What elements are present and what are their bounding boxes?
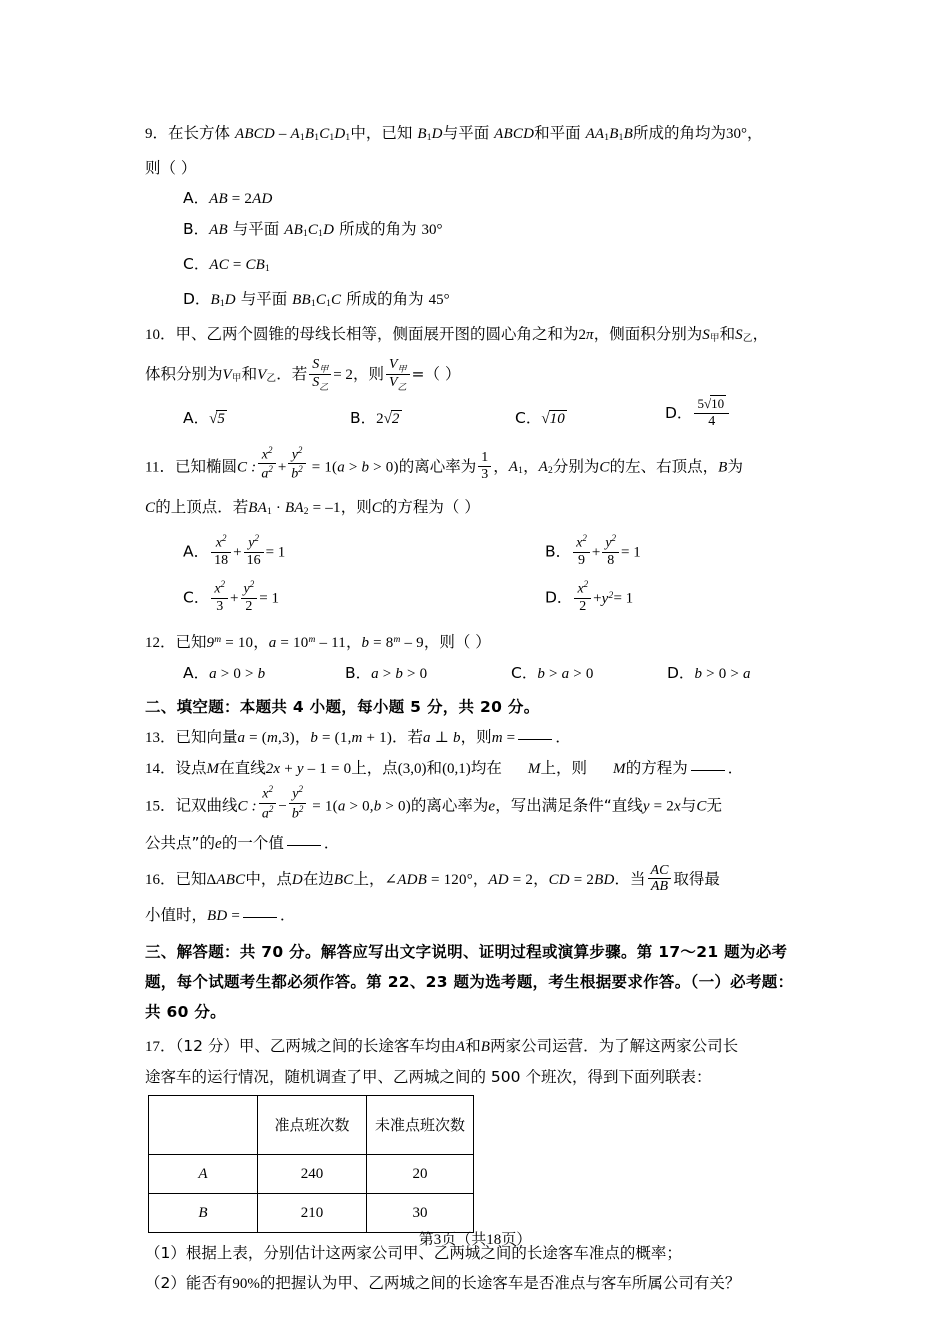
q11-stem-e: 分别为 [552, 457, 600, 476]
q11-frac-y: $\frac{y^2}{b^2}$ [288, 445, 306, 483]
q9-number: 9 [145, 126, 153, 142]
q16-stem-b: 中，点 [245, 869, 292, 888]
q15-stem2-a: 公共点”的 [145, 833, 216, 852]
q9-math-1: ABCD – $A_1B_1C_1D_1$ [234, 126, 351, 143]
table-row-label-b: B [149, 1193, 258, 1232]
q16-math-4: ∠ADB = 120° [384, 871, 473, 888]
q14-stem-h: ． [727, 761, 743, 778]
question-16-stem-line-2 [145, 900, 825, 931]
q16-stem-f: ， [533, 869, 549, 888]
q15-answer-blank[interactable] [287, 845, 321, 846]
table-row [149, 1193, 474, 1232]
q10-eq-1: = 2 [333, 367, 353, 383]
q13-stem-a: ．已知向量 [160, 728, 238, 747]
q15-stem2-b: 的一个值 [221, 833, 284, 852]
q10-option-a[interactable] [183, 403, 227, 434]
question-10-stem-line-1 [145, 319, 825, 354]
q17-sub2-percent: 90% [232, 1275, 260, 1292]
q13-math-1: a = (m,3) [237, 730, 295, 747]
q12-option-a-text: a > 0 > b [209, 666, 266, 683]
q9-stem-b: 中，已知 [350, 124, 413, 142]
question-11-options-row-1 [145, 533, 825, 579]
q9-option-d-math-2: $BB_1C_1C$ [292, 292, 342, 309]
q11-option-a-frac-1: $\frac{x^2}{18}$ [211, 533, 231, 568]
q15-stem-c: 的离心率为 [410, 796, 489, 815]
q11-A2: $A_2$ [538, 459, 553, 477]
q16-math-7: BD = [207, 907, 241, 924]
question-9-stem-line-2: 则（ ） [145, 159, 197, 177]
q16-math-1: ΔABC [206, 871, 246, 888]
q11-stem2-a: C [145, 500, 156, 517]
q12-math-2: $a = 10^m - 11$ [268, 635, 346, 652]
q9-stem-e: 所成的角均为 [632, 124, 726, 142]
table-header-late: 未准点班次数 [367, 1095, 474, 1154]
q11-option-a[interactable]: A． $\frac{x^2}{18}$ + $\frac{y^2}{16}$ = 1 [183, 533, 286, 568]
q10-option-b-value: 2√2 [376, 411, 400, 427]
q14-math-4: (0,1) [442, 761, 471, 778]
q10-number: 10 [145, 327, 160, 343]
q9-option-c-label: C． [183, 255, 210, 273]
q16-fraction: $\frac{AC}{AB}$ [648, 863, 672, 895]
q10-option-b-label: B． [350, 409, 377, 427]
q11-option-c-label: C． [183, 588, 210, 607]
q16-stem-c: 在边 [302, 869, 334, 888]
q11-stem2-e: 的方程为（ ） [381, 498, 480, 517]
q9-option-b-label: B． [183, 220, 210, 238]
question-11-stem-line-2 [145, 492, 825, 527]
question-9 [145, 118, 825, 319]
q13-stem-e: ． [555, 730, 571, 747]
q9-option-c-text: AC = $CB_1$ [209, 257, 270, 274]
question-12 [145, 625, 825, 690]
table-corner-cell [149, 1095, 258, 1154]
q13-stem-b: ， [294, 728, 311, 747]
q9-stem-d: 和平面 [534, 124, 581, 142]
q12-option-b-text: a > b > 0 [371, 666, 428, 683]
q11-stem-h: B [718, 459, 728, 476]
q14-stem-f: 上，则 [540, 759, 588, 778]
q10-math-5: $V_乙$ [257, 367, 277, 384]
q10-fraction-1: $\frac{S_甲}{S_乙}$ [309, 357, 331, 392]
q10-fraction-2: $\frac{V_甲}{V_乙}$ [386, 357, 410, 392]
q17-number: 17 [145, 1038, 160, 1055]
q12-option-c[interactable] [511, 658, 594, 689]
q9-option-a[interactable] [183, 183, 825, 214]
q10-option-d-value: $\frac{5√10}{4}$ [694, 397, 729, 429]
q15-stem2-e: e [215, 835, 222, 852]
q10-math-1: 2π [578, 327, 594, 343]
q11-stem2-d: C [371, 500, 382, 517]
q12-option-b[interactable] [345, 658, 427, 689]
q12-math-3: $b = 8^m - 9$ [361, 635, 424, 652]
question-9-stem-line-1 [145, 118, 825, 153]
q15-minus: − [278, 798, 287, 815]
table-row [149, 1154, 474, 1193]
q17-company-A: A [455, 1038, 466, 1055]
q15-curve-label: C : [237, 798, 257, 815]
question-14 [145, 753, 825, 784]
contingency-table [148, 1095, 474, 1233]
q15-math-line: y = 2x [642, 798, 681, 815]
question-17-sub-1: （1）根据上表，分别估计这两家公司甲、乙两城之间的长途客车准点的概率； [145, 1243, 682, 1262]
section-two-heading: 二、填空题：本题共 4 小题，每小题 5 分，共 20 分。 [145, 698, 540, 717]
q12-option-d-label: D． [667, 664, 695, 683]
q14-stem-e: 均在 [470, 759, 502, 778]
q15-frac-x: $\frac{x^2}{a^2}$ [259, 784, 277, 822]
q9-stem-c: 与平面 [442, 124, 490, 142]
q11-option-a-label: A． [183, 542, 210, 561]
q15-stem-f: 无 [706, 796, 723, 815]
q11-option-b-tail: = 1 [621, 544, 641, 561]
q10-option-b[interactable] [350, 403, 402, 434]
q10-option-d[interactable] [665, 397, 731, 429]
q15-math-e: e [488, 798, 496, 815]
question-16-stem-line-1 [145, 859, 825, 900]
question-11-options-row-2 [145, 579, 825, 625]
q10-math-2: $S_甲$ [702, 327, 720, 344]
q9-option-d-label: D． [183, 290, 211, 308]
q11-option-a-frac-2: $\frac{y^2}{16}$ [244, 533, 264, 568]
question-10-stem-line-2 [145, 354, 825, 399]
page-footer [0, 1228, 950, 1249]
q14-math-1: M [206, 761, 220, 778]
q10-stem-c: 和 [719, 325, 736, 343]
q16-stem2-a: 小值时， [145, 905, 208, 924]
q10-option-a-value: √5 [209, 411, 226, 427]
table-header-on-time: 准点班次数 [258, 1095, 367, 1154]
q9-stem-f: ， [746, 124, 763, 142]
table-cell-b-late: 30 [367, 1193, 474, 1232]
q12-option-a[interactable] [183, 658, 265, 689]
q10-stem2-b: 和 [241, 365, 258, 383]
q14-stem-c: 上，点 [351, 759, 398, 778]
q16-math-2: D [291, 871, 303, 888]
q16-answer-blank[interactable] [243, 917, 277, 918]
q11-option-c[interactable]: C． $\frac{x^2}{3}$ + $\frac{y^2}{2}$ = 1 [183, 579, 279, 614]
question-10 [145, 319, 825, 445]
q9-option-c[interactable] [183, 249, 825, 284]
q16-stem-g: ．当 [614, 869, 646, 888]
question-12-options [145, 658, 825, 690]
q11-option-c-tail: = 1 [259, 590, 279, 607]
question-17 [145, 1031, 825, 1299]
q10-stem2-e: =（ ） [411, 365, 461, 383]
q11-option-a-tail: = 1 [265, 544, 286, 561]
q11-stem-g: 的左、右顶点， [609, 457, 719, 476]
q17-line1-a: ．（12 分）甲、乙两城之间的长途客车均由 [160, 1036, 456, 1055]
question-11 [145, 445, 825, 625]
q11-A1: $A_1$ [508, 459, 524, 477]
q13-stem-d: ，则 [460, 728, 492, 747]
q11-option-c-frac-1: $\frac{x^2}{3}$ [211, 579, 228, 614]
q11-option-b[interactable]: B． $\frac{x^2}{9}$ + $\frac{y^2}{8}$ = 1 [545, 533, 641, 568]
q10-stem-b: ，侧面积分别为 [593, 325, 703, 343]
question-9-options [145, 183, 825, 319]
q12-option-c-text: b > a > 0 [537, 666, 594, 683]
q12-stem-a: ．已知 [160, 633, 207, 652]
q13-math-4: m = [491, 730, 516, 747]
q15-stem2-c: ． [323, 835, 339, 852]
q12-stem-b: ， [253, 633, 269, 652]
q10-math-4: $V_甲$ [222, 367, 242, 384]
q10-option-c[interactable] [515, 403, 567, 434]
question-11-stem-line-1: 11．已知椭圆C : $\frac{x^2}{a^2}$ + $\frac{y^2}{b^2}$ = 1(a > b > 0)的离心率为 $\frac{1}{3}$ ，$A_1$，$A_2$分别为C的左、右顶点，B为 [145, 445, 744, 482]
q12-option-a-label: A． [183, 664, 210, 683]
q17-sub2-b: 的把握认为甲、乙两城之间的长途客车是否准点与客车所属公司有关？ [259, 1273, 741, 1292]
q10-option-a-label: A． [183, 409, 210, 427]
q10-stem-d: ， [752, 325, 769, 343]
question-16 [145, 859, 825, 931]
q16-stem-h: 取得最 [673, 869, 720, 888]
q15-math-C: C [696, 798, 707, 815]
q11-stem2-b: 的上顶点．若 [155, 498, 249, 517]
q12-math-1: $9^m = 10$ [206, 635, 254, 652]
q16-number: 16 [145, 871, 160, 888]
q11-stem-c: 的离心率为 [398, 457, 477, 476]
q11-stem2-c: ，则 [340, 498, 372, 517]
q16-stem2-b: ． [280, 907, 296, 924]
q10-stem2-a: 体积分别为 [145, 365, 223, 383]
section-three-line-1: 三、解答题：共 70 分。解答应写出文字说明、证明过程或演算步骤。第 17～21 题为必考 [145, 942, 788, 961]
q9-option-a-label: A． [183, 189, 210, 207]
q15-stem-a: ．记双曲线 [160, 796, 238, 815]
q9-math-2: $B_1D$ [417, 126, 443, 143]
table-header-row [149, 1095, 474, 1154]
q17-sub2-a: （2）能否有 [145, 1273, 233, 1292]
q14-stem-a: ．设点 [160, 759, 207, 778]
q14-stem-b: 在直线 [219, 759, 266, 778]
question-15-stem-line-1 [145, 784, 825, 827]
q10-stem2-c: ．若 [276, 365, 308, 383]
q11-eccentricity: $\frac{1}{3}$ [478, 450, 491, 482]
q9-option-b-math-1: AB [209, 222, 228, 238]
q9-option-d-math-1: $B_1D$ [210, 292, 236, 309]
q9-math-5: 30° [725, 126, 747, 142]
q15-number: 15 [145, 798, 160, 815]
q14-answer-blank[interactable] [691, 770, 725, 771]
q9-math-3: ABCD [494, 126, 535, 142]
q17-line1-c: 两家公司运营．为了解这两家公司长 [490, 1036, 739, 1055]
q9-option-b[interactable]: B．AB 与平面 $AB_1C_1D$ 所成的角为 30° [183, 220, 443, 239]
q11-stem-f: C [599, 459, 610, 476]
q12-stem-d: ，则（ ） [423, 633, 491, 652]
question-12-stem [145, 625, 825, 658]
q15-stem-b: = 1(a > 0,b > 0) [308, 798, 411, 815]
q11-option-b-frac-1: $\frac{x^2}{9}$ [573, 533, 590, 568]
q13-math-2: b = (1,m + 1) [310, 730, 393, 747]
q10-option-c-value: √10 [541, 411, 565, 427]
q16-stem-e: ， [472, 869, 489, 888]
q13-stem-c: ．若 [392, 728, 424, 747]
q14-stem-d: 和 [426, 759, 443, 778]
q13-answer-blank[interactable] [518, 739, 552, 740]
q12-option-d[interactable] [667, 658, 751, 689]
q14-math-2: 2x + y – 1 = 0 [265, 761, 352, 778]
q11-option-d-ysq: $y^2$ [601, 590, 614, 607]
q14-stem-g: 的方程为 [625, 759, 688, 778]
q11-stem2-math: $BA_1 \cdot BA_2 = -1$ [248, 500, 341, 518]
q11-number: 11 [145, 459, 160, 476]
q12-option-d-text: b > 0 > a [694, 666, 751, 683]
q15-frac-y: $\frac{y^2}{b^2}$ [289, 784, 307, 822]
q11-plus: + [277, 459, 287, 476]
contingency-table-wrapper [148, 1095, 825, 1233]
table-cell-b-on-time: 210 [258, 1193, 367, 1232]
question-17-line-1 [145, 1031, 825, 1062]
q9-option-d[interactable]: D．$B_1D$ 与平面 $BB_1C_1C$ 所成的角为 45° [183, 290, 450, 309]
q13-number: 13 [145, 730, 160, 747]
q14-number: 14 [145, 761, 160, 778]
question-15 [145, 784, 825, 858]
question-15-stem-line-2 [145, 828, 825, 859]
question-17-sub-2 [145, 1268, 825, 1299]
question-17-line-2: 途客车的运行情况，随机调查了甲、乙两城之间的 500 个班次，得到下面列联表： [145, 1067, 712, 1086]
table-cell-a-late: 20 [367, 1154, 474, 1193]
question-13 [145, 722, 825, 753]
section-three-line-2: 题，每个试题考生都必须作答。第 22、23 题为选考题，考生根据要求作答。（一）必考题： [145, 972, 794, 991]
q16-stem-a: ．已知 [160, 869, 207, 888]
q15-stem-d: ，写出满足条件“直线 [495, 796, 643, 815]
q15-stem-e: 与 [680, 796, 697, 815]
q11-option-d-label: D． [545, 588, 573, 607]
q11-frac-x: $\frac{x^2}{a^2}$ [258, 445, 276, 483]
table-row-label-a: A [149, 1154, 258, 1193]
q11-stem-d: ， [493, 457, 509, 476]
q11-option-d-tail: = 1 [613, 590, 634, 607]
q17-company-B: B [480, 1038, 491, 1055]
q16-math-6: CD = 2BD [548, 871, 615, 888]
q10-stem2-d: ，则 [352, 365, 384, 383]
q9-stem-a: ．在长方体 [152, 124, 231, 142]
q11-stem-i: 为 [727, 457, 744, 476]
q9-option-b-math-2: $AB_1C_1D$ [284, 222, 335, 239]
q16-stem-d: 上， [353, 869, 385, 888]
q11-option-d[interactable]: D． $\frac{x^2}{2}$ $+y^2= 1$ [545, 579, 634, 614]
q9-option-a-text: AB = 2AD [209, 191, 273, 207]
question-10-options [145, 396, 825, 445]
q10-option-d-label: D． [665, 403, 693, 422]
q11-option-b-label: B． [545, 542, 572, 561]
section-three-heading [145, 937, 825, 1027]
page-content [145, 118, 825, 1299]
q10-math-3: $S_乙$ [735, 327, 753, 344]
q16-math-3: BC [333, 871, 354, 888]
q11-curve-label: C : [236, 459, 257, 476]
q16-math-5: AD = 2 [488, 871, 534, 888]
q17-line1-b: 和 [465, 1036, 481, 1055]
q14-math-6: M [613, 761, 626, 778]
q11-stem-b: = 1(a > b > 0) [307, 459, 399, 476]
q10-stem-a: ．甲、乙两个圆锥的母线长相等，侧面展开图的圆心角之和为 [160, 325, 579, 343]
q10-option-c-label: C． [515, 409, 542, 427]
q12-option-b-label: B． [345, 664, 372, 683]
q11-stem-a: ．已知椭圆 [159, 457, 237, 476]
q13-math-3: a ⊥ b [423, 730, 461, 747]
q12-stem-c: ， [345, 633, 362, 652]
q14-math-3: (3,0) [397, 761, 427, 778]
section-three-line-3: 共 60 分。 [145, 1002, 226, 1021]
q12-option-c-label: C． [511, 664, 538, 683]
page-footer-label: 第3页（共18页） [418, 1232, 532, 1248]
table-cell-a-on-time: 240 [258, 1154, 367, 1193]
q9-math-4: $AA_1B_1B$ [585, 126, 633, 143]
q11-option-c-frac-2: $\frac{y^2}{2}$ [241, 579, 258, 614]
q14-math-5: M [527, 761, 541, 778]
q11-option-d-frac-1: $\frac{x^2}{2}$ [574, 579, 591, 614]
q12-number: 12 [145, 635, 160, 652]
q11-option-b-frac-2: $\frac{y^2}{8}$ [602, 533, 619, 568]
